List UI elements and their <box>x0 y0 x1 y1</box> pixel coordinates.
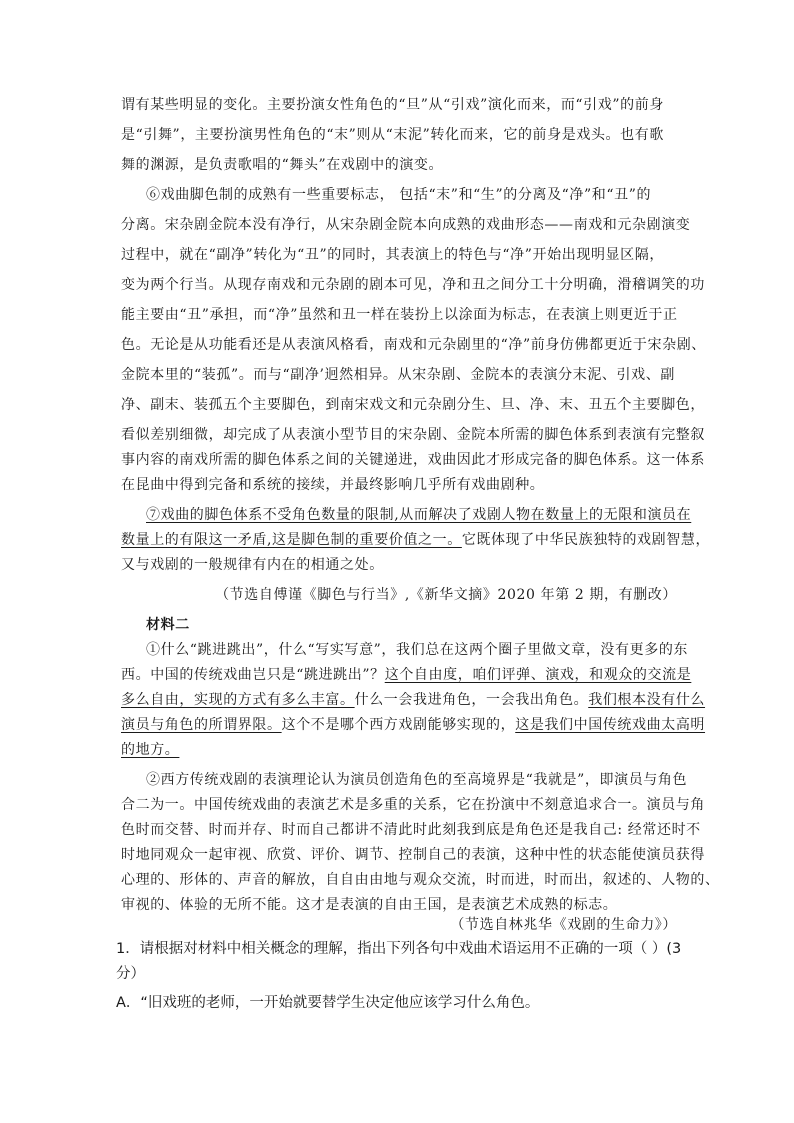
text-line: 分离。宋杂剧金院本没有净行，从宋杂剧金院本向成熟的戏曲形态——南戏和元杂剧演变 <box>121 217 691 233</box>
text-line: 金院本里的“装孤”。而与“副净’迥然相异。从宋杂剧、金院本的表演分末泥、引戏、副 <box>121 367 675 383</box>
text-line <box>121 530 711 550</box>
text-line: 事内容的南戏所需的脚色体系之间的关键递进，戏曲因此才形成完备的脚色体系。这一体系 <box>121 452 705 468</box>
underlined-span: 演员与角色的所谓界限。 <box>121 717 282 733</box>
text-line: 在昆曲中得到完备和系统的接续，并最终影响几乎所有戏曲剧种。 <box>121 477 545 493</box>
question-stem-cont: 分） <box>116 966 145 982</box>
text-line: 又与戏剧的一般规律有内在的相通之处。 <box>121 557 384 573</box>
text-line: 过程中，就在“副净”转化为“丑”的同时，其表演上的特色与“净”开始出现明显区隔， <box>121 247 664 263</box>
text-line: 看似差别细微，却完成了从表演小型节目的宋杂剧、金院本所需的脚色体系到表演有完整叙 <box>121 427 705 443</box>
underlined-line: 的地方。 <box>121 742 180 758</box>
text-span: 它既体现了中华民族独特的戏剧智慧， <box>461 532 711 548</box>
text-line: 能主要由“丑”承担，而“净”虽然和丑一样在装扮上以涂面为标志，在表演上则更近于正 <box>121 307 678 323</box>
text-line: 净、副末、装孤五个主要脚色，到南宋戏文和元杂剧分生、旦、净、末、丑五个主要脚色， <box>121 397 705 413</box>
text-span: 什么一会我进角色，一会我出角色。 <box>354 692 589 708</box>
text-span: 这个不是哪个西方戏剧能够实现的， <box>281 717 516 733</box>
text-line: 变为两个行当。从现存南戏和元杂剧的剧本可见，净和丑之间分工十分明确，滑稽调笑的功 <box>121 277 705 293</box>
text-line: 审视的、体验的无所不能。这才是表演的自由王国，是表演艺术成熟的标志。 <box>121 897 618 913</box>
text-line: ①什么“跳进跳出”，什么“写实写意”，我们总在这两个圈子里做文章，没有更多的东 <box>146 642 689 658</box>
text-line: 色。无论是从功能看还是从表演风格看，南戏和元杂剧里的“净”前身仿佛都更近于宋杂剧、 <box>121 337 706 353</box>
text-line: 谓有某些明显的变化。主要扮演女性角色的“旦”从“引戏”演化而来，而“引戏”的前身 <box>121 97 664 113</box>
text-line: 舞的渊源，是负责歌唱的“舞头”在戏剧中的演变。 <box>121 157 444 173</box>
section-heading: 材料二 <box>146 617 190 633</box>
text-line: 合二为一。中国传统戏曲的表演艺术是多重的关系，它在扮演中不刻意追求合一。演员与角 <box>121 797 705 813</box>
text-line: 色时而交替、时而并存、时而自己都讲不清此时此刻我到底是角色还是我自己: 经常还时不 <box>121 822 701 838</box>
underlined-span: 这个自由度，咱们评弹、演戏，和观众的交流是 <box>384 667 692 683</box>
text-line: ②西方传统戏剧的表演理论认为演员创造角色的至高境界是“我就是”，即演员与角色 <box>146 772 688 788</box>
text-line: 时地同观众一起审视、欣赏、评价、调节、控制自己的表演，这种中性的状态能使演员获得 <box>121 847 705 863</box>
text-span: 西。中国的传统戏曲岂只是“跳进跳出”？ <box>121 667 385 683</box>
source-citation: （节选自林兆华《戏剧的生命力》） <box>450 917 677 933</box>
underlined-line: ⑦戏曲的脚色体系不受角色数量的限制,从而解决了戏剧人物在数量上的无限和演员在 <box>146 507 692 523</box>
option-a: A．“旧戏班的老师，一开始就要替学生决定他应该学习什么角色。 <box>116 995 540 1011</box>
text-line <box>121 715 706 735</box>
text-line <box>121 665 692 685</box>
underlined-span: 这是我们中国传统戏曲太高明 <box>515 717 706 733</box>
underlined-span: 我们根本没有什么 <box>588 692 706 708</box>
underlined-span: 数量上的有限这一矛盾,这是脚色制的重要价值之一。 <box>121 532 462 548</box>
text-line: 是“引舞”，主要扮演男性角色的“末”则从“末泥”转化而来，它的前身是戏头。也有歌 <box>121 127 664 143</box>
source-citation: （节选自傅谨《脚色与行当》,《新华文摘》2020 年第 2 期，有删改） <box>215 587 677 603</box>
underlined-span: 多么自由，实现的方式有多么丰富。 <box>121 692 355 708</box>
text-line <box>121 690 706 710</box>
text-line: 心理的、形体的、声音的解放，自自由由地与观众交流，时而进，时而出，叙述的、人物的、 <box>121 872 720 888</box>
question-stem: 1．请根据对材料中相关概念的理解，指出下列各句中戏曲术语运用不正确的一项（ ）(3 <box>116 941 682 957</box>
text-line: ⑥戏曲脚色制的成熟有一些重要标志， 包括“末”和“生”的分离及“净”和“丑”的 <box>146 187 652 203</box>
